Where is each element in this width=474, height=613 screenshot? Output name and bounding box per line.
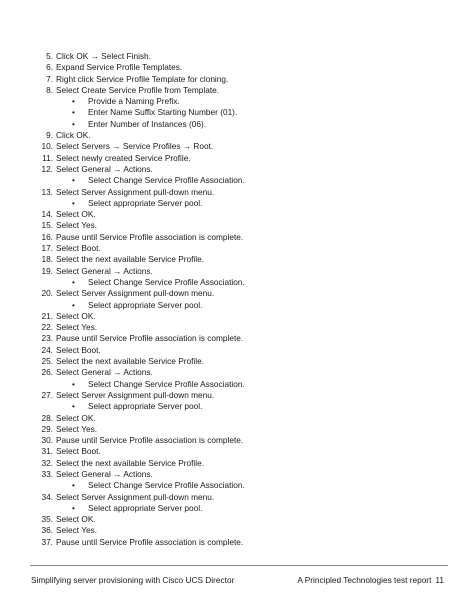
step-text: Select Change Service Profile Association. [88, 175, 245, 186]
step-text: Select the next available Service Profile. [56, 457, 205, 468]
step-text: Select Yes. [56, 525, 98, 536]
step-text: Select General → Actions. [56, 367, 153, 378]
step-number: 18. [41, 254, 53, 265]
step-item [40, 153, 450, 164]
step-text: Pause until Service Profile association is complete. [56, 536, 244, 547]
step-text: Select General → Actions. [56, 163, 153, 174]
step-text: Select Server Assignment pull-down menu. [56, 491, 215, 502]
bullet-marker: • [72, 197, 75, 208]
step-number: 33. [41, 468, 53, 479]
step-item [40, 424, 450, 435]
step-item [40, 469, 450, 480]
step-item [40, 141, 450, 152]
step-number: 34. [41, 491, 53, 502]
step-item [40, 537, 450, 548]
sub-step-item [40, 503, 450, 514]
step-item [40, 322, 450, 333]
step-text: Select Boot. [56, 446, 101, 457]
step-text: Select appropriate Server pool. [88, 502, 203, 513]
step-item [40, 254, 450, 265]
step-text: Enter Name Suffix Starting Number (01). [88, 107, 238, 118]
step-item [40, 525, 450, 536]
step-item [40, 446, 450, 457]
step-number: 30. [41, 435, 53, 446]
bullet-marker: • [72, 480, 75, 491]
step-number: 28. [41, 412, 53, 423]
step-number: 21. [41, 310, 53, 321]
step-number: 7. [46, 73, 53, 84]
step-number: 19. [41, 265, 53, 276]
step-number: 9. [46, 130, 53, 141]
step-item [40, 51, 450, 62]
step-text: Select OK. [56, 209, 96, 220]
bullet-marker: • [72, 401, 75, 412]
bullet-marker: • [72, 107, 75, 118]
step-number: 17. [41, 243, 53, 254]
step-item [40, 458, 450, 469]
step-number: 13. [41, 186, 53, 197]
step-text: Select appropriate Server pool. [88, 197, 203, 208]
sub-step-item [40, 107, 450, 118]
sub-step-item [40, 379, 450, 390]
step-number: 37. [41, 536, 53, 547]
bullet-marker: • [72, 175, 75, 186]
step-number: 8. [46, 84, 53, 95]
step-item [40, 209, 450, 220]
step-text: Pause until Service Profile association is complete. [56, 231, 244, 242]
step-number: 5. [46, 51, 53, 61]
step-text: Select Boot. [56, 243, 101, 254]
step-text: Select OK. [56, 514, 96, 525]
step-text: Select Change Service Profile Association. [88, 480, 245, 491]
step-text: Click OK. [56, 130, 91, 141]
step-number: 27. [41, 389, 53, 400]
step-item [40, 311, 450, 322]
step-text: Select Yes. [56, 322, 98, 333]
step-text: Right click Service Profile Template for cloning. [56, 73, 229, 84]
step-number: 26. [41, 367, 53, 378]
step-text: Select the next available Service Profile. [56, 356, 205, 367]
step-text: Pause until Service Profile association is complete. [56, 435, 244, 446]
step-number: 16. [41, 231, 53, 242]
step-text: Select the next available Service Profile. [56, 254, 205, 265]
step-item [40, 164, 450, 175]
bullet-marker: • [72, 502, 75, 513]
step-item [40, 220, 450, 231]
step-number: 35. [41, 514, 53, 525]
sub-step-item [40, 401, 450, 412]
step-text: Select General → Actions. [56, 468, 153, 479]
step-item [40, 435, 450, 446]
step-number: 10. [41, 141, 53, 152]
sub-step-item [40, 300, 450, 311]
step-number: 36. [41, 525, 53, 536]
sub-step-item [40, 96, 450, 107]
bullet-marker: • [72, 276, 75, 287]
step-number: 23. [41, 333, 53, 344]
step-item [40, 492, 450, 503]
step-item [40, 187, 450, 198]
footer-divider [30, 565, 448, 566]
step-item [40, 266, 450, 277]
step-number: 25. [41, 356, 53, 367]
step-item [40, 390, 450, 401]
step-text: Select Create Service Profile from Template. [56, 84, 220, 95]
bullet-marker: • [72, 299, 75, 310]
footer-title: Simplifying server provisioning with Cisco UCS Director [31, 575, 235, 585]
step-item [40, 232, 450, 243]
step-text: Select newly created Service Profile. [56, 152, 191, 163]
step-text: Select appropriate Server pool. [88, 401, 203, 412]
page-number: 11 [435, 575, 444, 585]
step-item [40, 243, 450, 254]
step-item [40, 367, 450, 378]
step-text: Select Server Assignment pull-down menu. [56, 288, 215, 299]
bullet-marker: • [72, 378, 75, 389]
step-text: Select Change Service Profile Association. [88, 378, 245, 389]
sub-step-item [40, 198, 450, 209]
sub-step-item [40, 277, 450, 288]
sub-step-item [40, 119, 450, 130]
step-number: 20. [41, 288, 53, 299]
step-item [40, 514, 450, 525]
bullet-marker: • [72, 118, 75, 129]
step-text: Expand Service Profile Templates. [56, 62, 183, 73]
step-text: Select OK. [56, 310, 96, 321]
footer-publisher [297, 575, 444, 586]
step-number: 12. [41, 163, 53, 174]
step-text: Enter Number of Instances (06). [88, 118, 207, 129]
step-number: 22. [41, 322, 53, 333]
step-item [40, 74, 450, 85]
step-item [40, 356, 450, 367]
step-number: 31. [41, 446, 53, 457]
step-text: Select Server Assignment pull-down menu. [56, 389, 215, 400]
step-number: 32. [41, 457, 53, 468]
step-text: Select Servers → Service Profiles → Root. [56, 141, 214, 152]
step-number: 24. [41, 344, 53, 355]
step-list [40, 51, 450, 548]
step-item [40, 333, 450, 344]
bullet-marker: • [72, 96, 75, 107]
step-number: 29. [41, 423, 53, 434]
step-text: Select Boot. [56, 344, 101, 355]
step-text: Select appropriate Server pool. [88, 299, 203, 310]
step-text: Select Server Assignment pull-down menu. [56, 186, 215, 197]
step-number: 6. [46, 62, 53, 73]
step-text: Select Change Service Profile Association. [88, 276, 245, 287]
step-number: 11. [42, 152, 53, 163]
footer-publisher-text: A Principled Technologies test report [297, 575, 432, 585]
step-item [40, 288, 450, 299]
step-item [40, 413, 450, 424]
step-text: Select General → Actions. [56, 265, 153, 276]
step-text: Click OK → Select Finish. [56, 51, 151, 61]
step-item [40, 62, 450, 73]
step-number: 15. [41, 220, 53, 231]
step-number: 14. [41, 209, 53, 220]
sub-step-item [40, 480, 450, 491]
step-text: Provide a Naming Prefix. [88, 96, 180, 107]
step-text: Select Yes. [56, 220, 98, 231]
step-text: Select OK. [56, 412, 96, 423]
step-item [40, 130, 450, 141]
step-text: Pause until Service Profile association is complete. [56, 333, 244, 344]
step-item [40, 85, 450, 96]
step-item [40, 345, 450, 356]
step-text: Select Yes. [56, 423, 98, 434]
sub-step-item [40, 175, 450, 186]
